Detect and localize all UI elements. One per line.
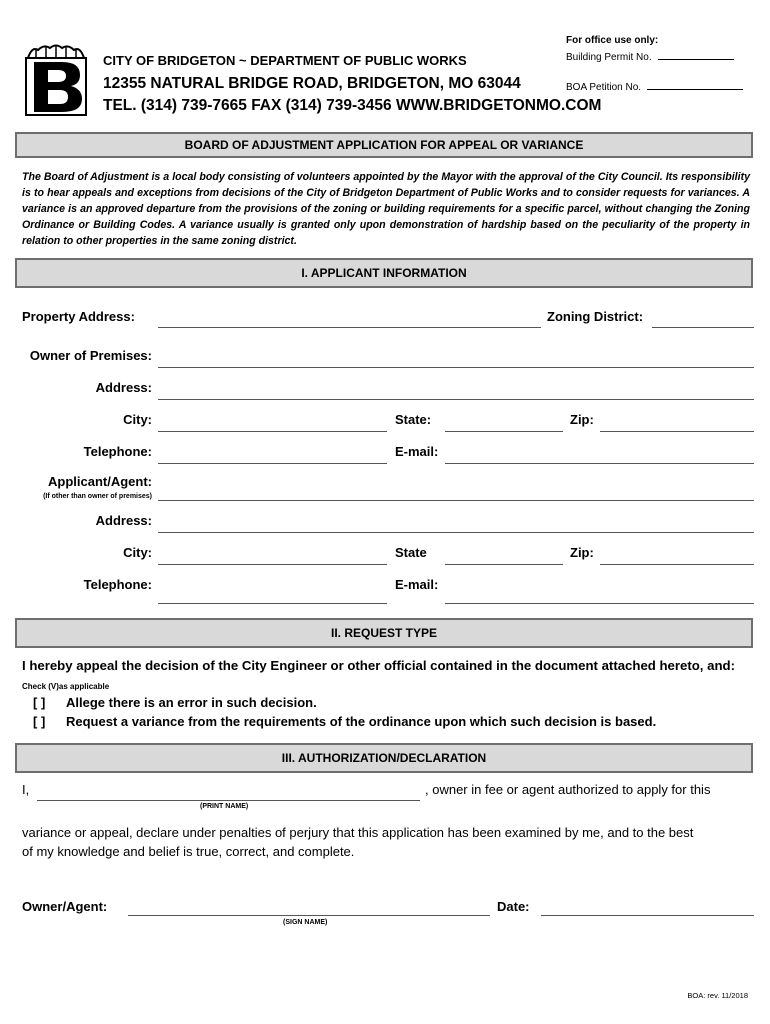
- option-error-text: Allege there is an error in such decision.: [66, 695, 317, 710]
- sign-name-caption: (SIGN NAME): [283, 919, 328, 926]
- revision-footer: BOA: rev. 11/2018: [687, 991, 748, 1000]
- permit-input-line[interactable]: [658, 49, 734, 60]
- applicant-zip-label: Zip:: [570, 545, 594, 560]
- applicant-telephone-label: Telephone:: [83, 577, 152, 592]
- header-contact: TEL. (314) 739-7665 FAX (314) 739-3456 WWW.BRIDGETONMO.COM: [103, 97, 602, 114]
- address-label: Address:: [95, 380, 152, 395]
- zoning-district-line[interactable]: [652, 327, 754, 328]
- applicant-telephone-line[interactable]: [158, 603, 387, 604]
- applicant-address-line[interactable]: [158, 532, 754, 533]
- owner-label: Owner of Premises:: [29, 348, 152, 363]
- telephone-line[interactable]: [158, 463, 387, 464]
- owner-agent-label: Owner/Agent:: [22, 899, 108, 914]
- applicant-city-label: City:: [123, 545, 152, 560]
- city-label: City:: [123, 412, 152, 427]
- form-title-bar: BOARD OF ADJUSTMENT APPLICATION FOR APPEAL OR VARIANCE: [15, 132, 753, 158]
- applicant-address-label: Address:: [95, 513, 152, 528]
- section3-title-bar: III. AUTHORIZATION/DECLARATION: [15, 743, 753, 773]
- permit-field: [566, 49, 734, 63]
- appeal-statement: I hereby appeal the decision of the City Engineer or other official contained in the document attached hereto, and:: [22, 658, 735, 673]
- address-line[interactable]: [158, 399, 754, 400]
- option-error-checkbox[interactable]: [ ]: [33, 695, 46, 710]
- property-address-line[interactable]: [158, 327, 541, 328]
- date-label: Date:: [497, 899, 530, 914]
- applicant-line[interactable]: [158, 500, 754, 501]
- applicant-state-line[interactable]: [445, 564, 563, 565]
- sign-name-line[interactable]: [128, 915, 490, 916]
- date-line[interactable]: [541, 915, 754, 916]
- petition-field: [566, 79, 743, 93]
- option-variance-text: Request a variance from the requirements of the ordinance upon which such decision is based.: [66, 714, 657, 729]
- declaration-i: I,: [22, 782, 30, 797]
- applicant-note: (If other than owner of premises): [43, 493, 152, 500]
- city-logo: [24, 44, 88, 116]
- owner-line[interactable]: [158, 367, 754, 368]
- applicant-email-line[interactable]: [445, 603, 754, 604]
- applicant-zip-line[interactable]: [600, 564, 754, 565]
- print-name-caption: (PRINT NAME): [200, 803, 249, 810]
- state-line[interactable]: [445, 431, 563, 432]
- zip-label: Zip:: [570, 412, 594, 427]
- print-name-line[interactable]: [37, 800, 420, 801]
- zip-line[interactable]: [600, 431, 754, 432]
- section1-title-bar: I. APPLICANT INFORMATION: [15, 258, 753, 288]
- check-note: Check (V)as applicable: [22, 682, 110, 691]
- applicant-label: Applicant/Agent:: [48, 474, 152, 489]
- email-line[interactable]: [445, 463, 754, 464]
- telephone-label: Telephone:: [83, 444, 152, 459]
- header-address: 12355 NATURAL BRIDGE ROAD, BRIDGETON, MO 63044: [103, 75, 521, 92]
- permit-label: Building Permit No.: [566, 52, 652, 63]
- zoning-district-label: Zoning District:: [547, 309, 644, 324]
- header-dept: CITY OF BRIDGETON ~ DEPARTMENT OF PUBLIC WORKS: [103, 53, 467, 68]
- state-label: State:: [395, 412, 432, 427]
- applicant-city-line[interactable]: [158, 564, 387, 565]
- declaration-line1: variance or appeal, declare under penalties of perjury that this application has been examined by me, and to the best: [22, 825, 694, 840]
- property-address-label: Property Address:: [22, 309, 135, 324]
- option-variance-checkbox[interactable]: [ ]: [33, 714, 46, 729]
- email-label: E-mail:: [395, 444, 439, 459]
- declaration-owner-text: , owner in fee or agent authorized to apply for this: [425, 782, 711, 797]
- city-line[interactable]: [158, 431, 387, 432]
- intro-paragraph: The Board of Adjustment is a local body consisting of volunteers appointed by the Mayor with the approval of the City Council. Its responsibility is to hear appeals and exceptions from decisions of the City of Bridgeton Department of Public Works and to consider requests for variances. A variance is an approved departure from the provisions of the zoning or building requirements for a specific parcel, without changing the Zoning Ordinance or Building Codes. A variance usually is granted only upon demonstration of hardship based on the peculiarity of the property in relation to other properties in the same zoning district.: [22, 171, 750, 247]
- applicant-state-label: State: [395, 545, 427, 560]
- office-use-title: For office use only:: [566, 35, 659, 46]
- petition-input-line[interactable]: [647, 79, 743, 90]
- declaration-line2: of my knowledge and belief is true, correct, and complete.: [22, 844, 355, 859]
- applicant-email-label: E-mail:: [395, 577, 439, 592]
- section2-title-bar: II. REQUEST TYPE: [15, 618, 753, 648]
- petition-label: BOA Petition No.: [566, 82, 642, 93]
